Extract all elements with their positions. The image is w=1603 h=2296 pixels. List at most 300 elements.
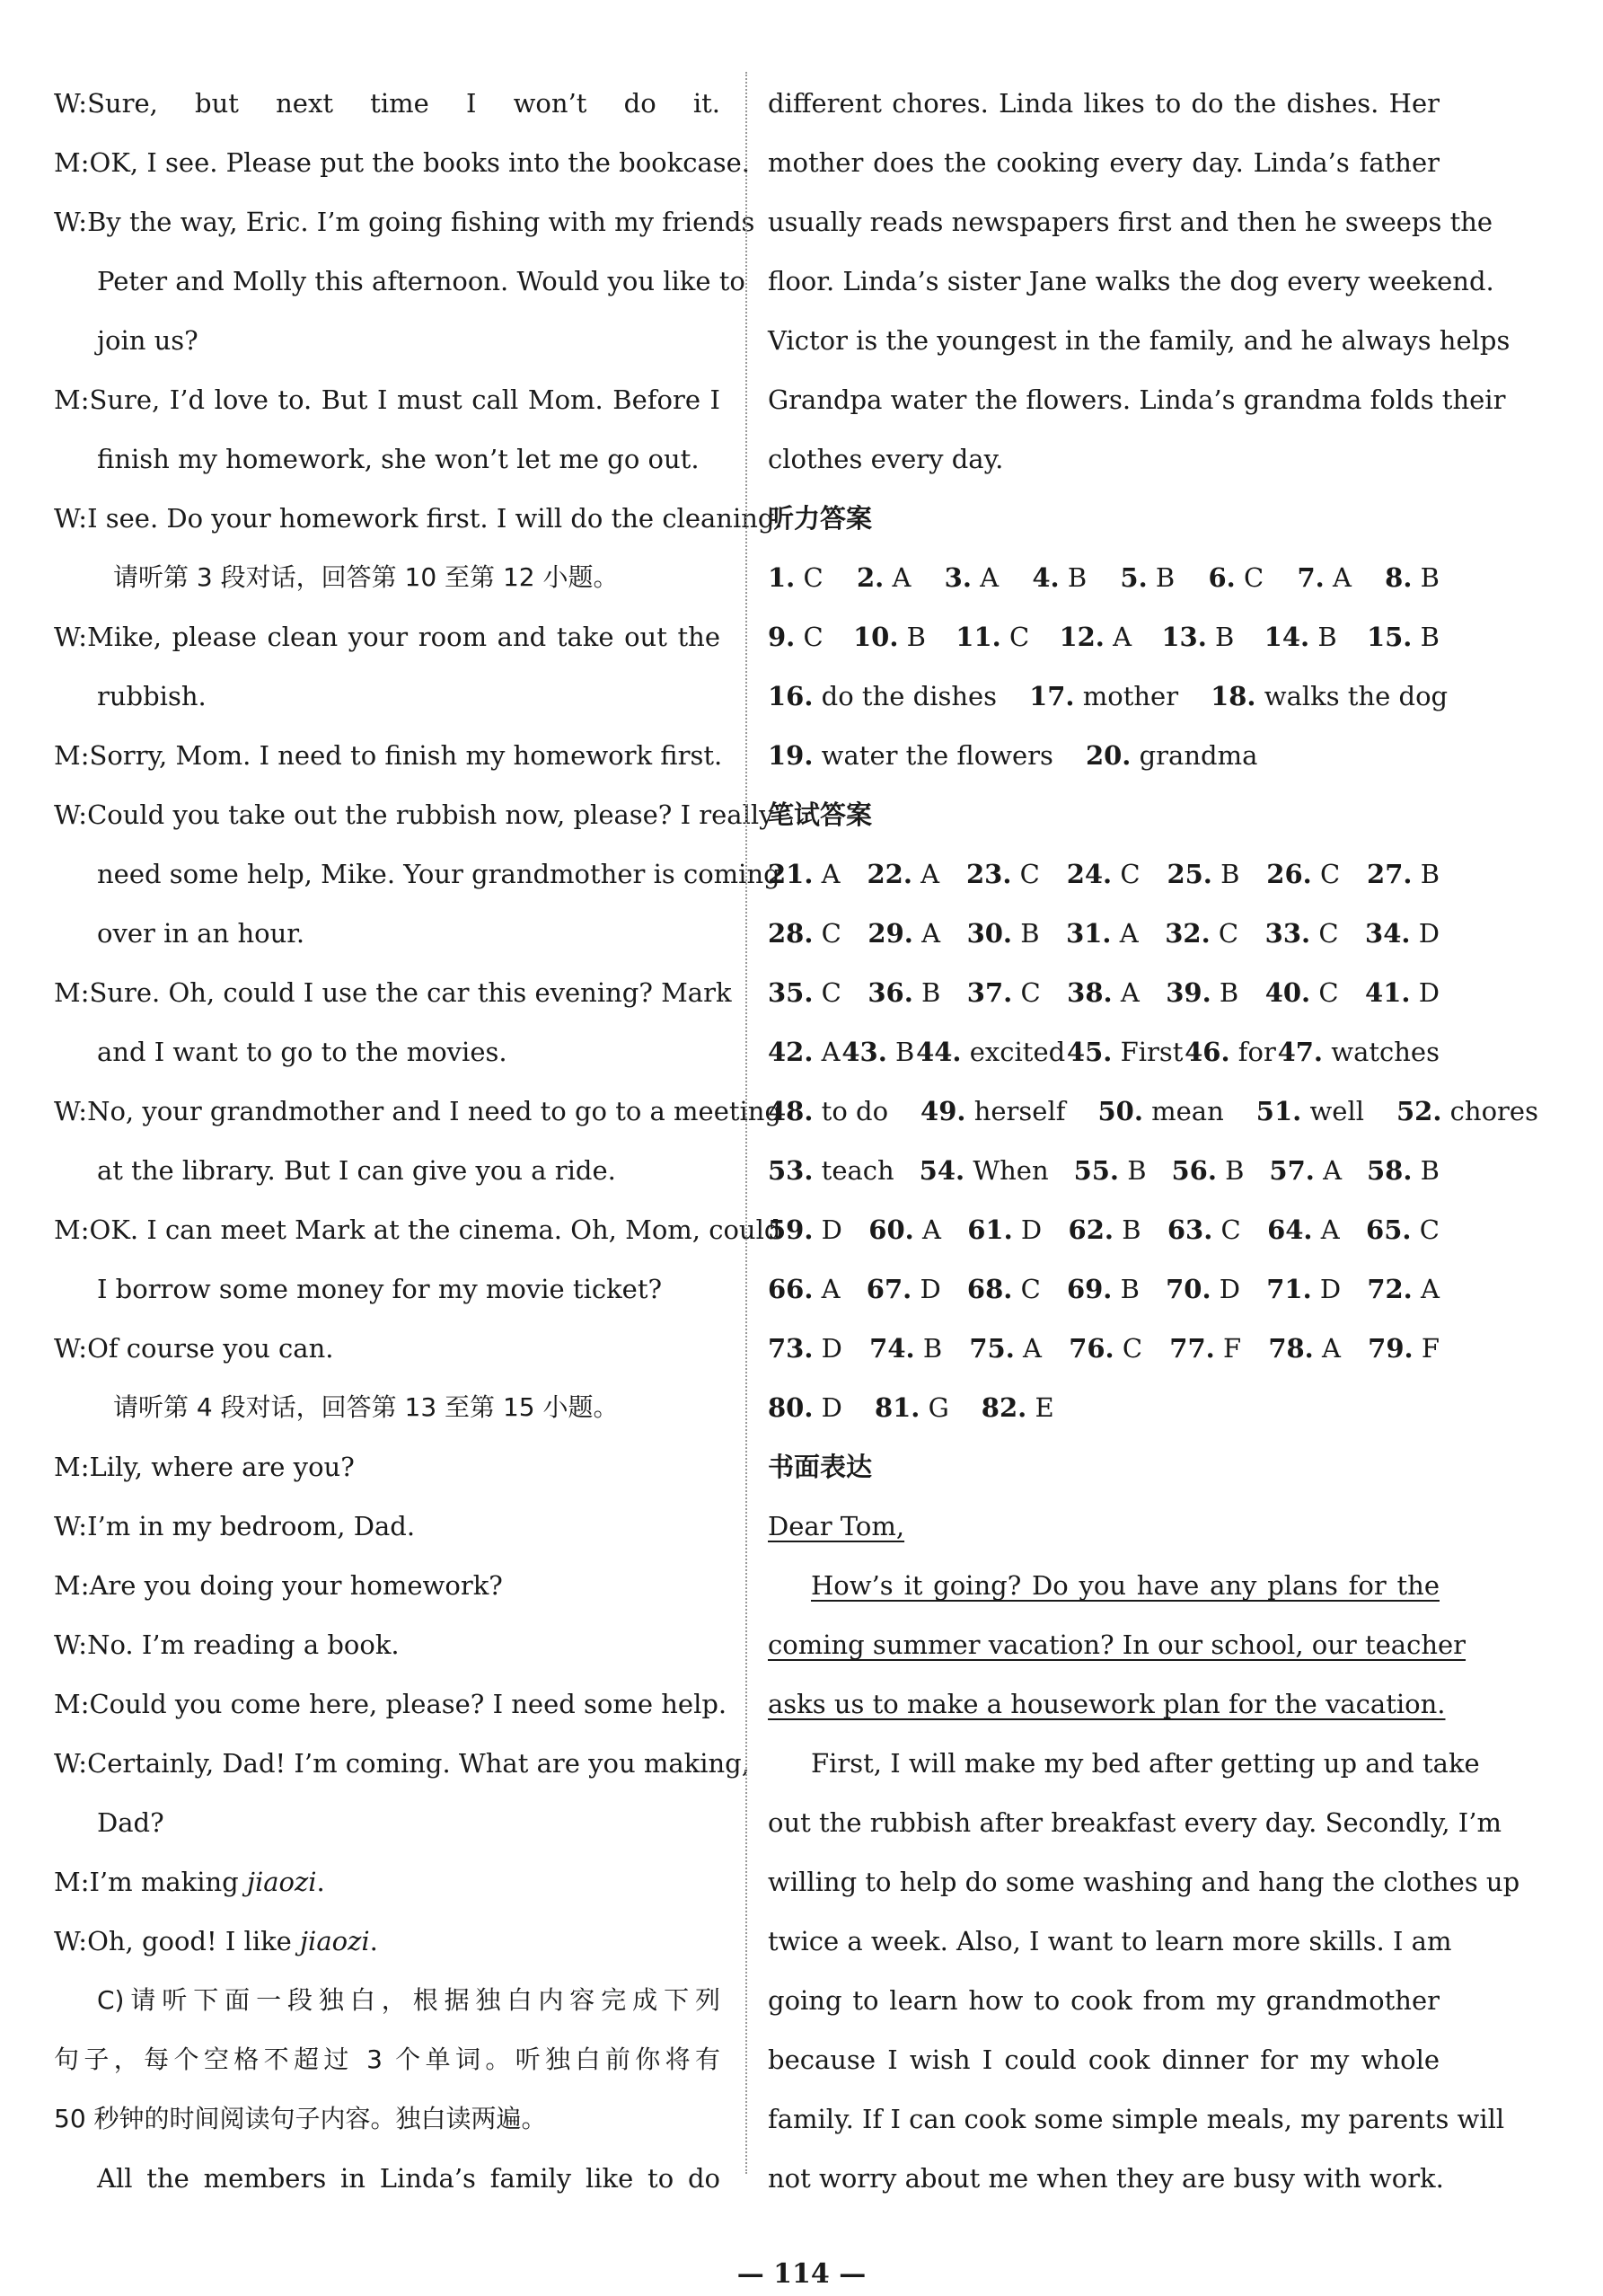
answer-value: B <box>1317 622 1337 652</box>
essay-line: going to learn how to cook from my grandmother <box>768 1985 1440 2016</box>
essay-line: First, I will make my bed after getting up and take <box>811 1748 1480 1779</box>
answer-number: 15. <box>1366 622 1413 652</box>
answer-value: C <box>1120 859 1141 889</box>
answer-number: 41. <box>1365 977 1411 1008</box>
answer-value: C <box>1419 1214 1440 1245</box>
right-column <box>768 74 1538 2208</box>
answer-number: 26. <box>1266 859 1312 889</box>
answer-number: 25. <box>1167 859 1212 889</box>
answer-number: 58. <box>1366 1155 1413 1186</box>
answer-number: 23. <box>965 859 1012 889</box>
answer-item <box>768 1200 842 1259</box>
answer-value: B <box>922 1333 943 1364</box>
answer-number: 5. <box>1120 562 1148 593</box>
answer-value: to do <box>821 1096 889 1126</box>
answer-value: A <box>980 562 1000 593</box>
answer-value: well <box>1309 1096 1364 1126</box>
answer-item <box>1266 844 1340 904</box>
answer-number: 9. <box>768 622 796 652</box>
answer-value: B <box>1220 859 1240 889</box>
answer-number: 12. <box>1059 622 1105 652</box>
section-instruction: 请听第 3 段对话，回答第 10 至第 12 小题。 <box>113 562 619 592</box>
answer-value: B <box>1127 1155 1147 1186</box>
answer-number: 46. <box>1185 1037 1230 1067</box>
answer-number: 54. <box>919 1155 965 1186</box>
answer-value: D <box>920 1274 941 1304</box>
answer-item <box>768 1378 842 1437</box>
answer-item <box>1367 607 1440 667</box>
answer-number: 81. <box>874 1392 920 1423</box>
answer-value: D <box>1020 1214 1043 1245</box>
answer-item <box>982 1378 1054 1437</box>
answer-item <box>1268 1319 1341 1378</box>
answer-value: C <box>821 977 841 1008</box>
answer-item <box>1385 548 1440 607</box>
dialogue-continuation: and I want to go to the movies. <box>97 1037 507 1067</box>
answer-item <box>1185 1022 1276 1082</box>
answer-row <box>768 844 1440 904</box>
answer-value: B <box>1420 622 1440 652</box>
answer-number: 60. <box>868 1214 914 1245</box>
answer-item <box>966 844 1040 904</box>
dialogue-continuation: finish my homework, she won’t let me go out. <box>97 444 700 474</box>
column-divider <box>745 72 747 2174</box>
answer-item <box>1172 1141 1245 1200</box>
dialogue-continuation: I borrow some money for my movie ticket? <box>97 1274 663 1304</box>
answer-value: D <box>1418 977 1440 1008</box>
answer-number: 72. <box>1367 1274 1413 1304</box>
answer-item <box>1367 1259 1440 1319</box>
answer-number: 19. <box>768 740 814 771</box>
answer-row <box>768 726 1440 785</box>
answer-item <box>869 1319 942 1378</box>
answer-value: grandma <box>1139 740 1258 771</box>
answer-value: B <box>1020 918 1040 949</box>
answer-number: 8. <box>1385 562 1413 593</box>
left-column <box>54 74 783 2208</box>
answer-value: A <box>821 1037 841 1067</box>
answer-item <box>1120 548 1175 607</box>
answer-item <box>1265 904 1339 963</box>
answer-number: 24. <box>1066 859 1113 889</box>
monologue-line: Grandpa water the flowers. Linda’s grandma folds their <box>768 384 1506 415</box>
answer-item <box>1032 548 1087 607</box>
answer-value: B <box>1215 622 1235 652</box>
answer-number: 66. <box>768 1274 814 1304</box>
answer-row <box>768 1319 1440 1378</box>
answer-value: chores <box>1449 1096 1538 1126</box>
answer-value: A <box>921 918 941 949</box>
answer-number: 18. <box>1211 681 1256 711</box>
answer-item <box>768 607 824 667</box>
answer-value: A <box>1023 1333 1042 1364</box>
answer-value: herself <box>973 1096 1066 1126</box>
answer-number: 78. <box>1268 1333 1314 1364</box>
answer-row <box>768 1259 1440 1319</box>
listening-answers <box>768 548 1449 785</box>
essay-line: out the rubbish after breakfast every day. Secondly, I’m <box>768 1807 1502 1838</box>
answer-item <box>768 1319 842 1378</box>
answer-value: C <box>1122 1333 1143 1364</box>
answer-value: A <box>1321 1333 1341 1364</box>
answer-number: 65. <box>1366 1214 1412 1245</box>
answer-value: C <box>1020 1274 1041 1304</box>
answer-item <box>768 1022 841 1082</box>
answer-number: 68. <box>966 1274 1013 1304</box>
answer-number: 45. <box>1066 1037 1113 1067</box>
answer-number: 63. <box>1167 1214 1213 1245</box>
dialogue-line: M:Sure, I’d love to. But I must call Mom. Before I <box>54 384 720 415</box>
answer-item <box>916 1022 1065 1082</box>
answer-number: 7. <box>1297 562 1325 593</box>
answer-number: 47. <box>1277 1037 1324 1067</box>
letter-salutation: Dear Tom, <box>768 1511 905 1541</box>
answer-value: do the dishes <box>821 681 998 711</box>
answer-number: 70. <box>1166 1274 1211 1304</box>
answer-value: D <box>1418 918 1440 949</box>
answer-value: D <box>821 1333 842 1364</box>
answer-value: A <box>921 1214 941 1245</box>
answer-number: 53. <box>768 1155 814 1186</box>
answer-number: 76. <box>1069 1333 1114 1364</box>
answer-item <box>1069 1319 1142 1378</box>
section-instruction: C)请听下面一段独白，根据独白内容完成下列 <box>97 1985 720 2015</box>
answer-value: A <box>1320 1214 1340 1245</box>
answer-item <box>1074 1141 1147 1200</box>
answer-item <box>1165 904 1238 963</box>
monologue-line: clothes every day. <box>768 444 1004 474</box>
answer-value: A <box>1323 1155 1343 1186</box>
answer-number: 17. <box>1029 681 1075 711</box>
answer-number: 44. <box>916 1037 962 1067</box>
monologue-line: mother does the cooking every day. Linda’s father <box>768 147 1440 178</box>
answer-value: C <box>1019 859 1040 889</box>
answer-number: 1. <box>768 562 796 593</box>
essay-line: because I wish I could cook dinner for my whole <box>768 2044 1440 2075</box>
answer-item <box>1067 1259 1140 1319</box>
dialogue-continuation: Dad? <box>97 1807 164 1838</box>
answer-item <box>967 904 1040 963</box>
dialogue-continuation: need some help, Mike. Your grandmother is coming <box>97 859 780 889</box>
answer-item <box>768 963 841 1022</box>
answer-number: 3. <box>944 562 972 593</box>
answer-number: 79. <box>1368 1333 1414 1364</box>
answer-item <box>867 844 939 904</box>
answer-number: 80. <box>768 1392 814 1423</box>
answer-number: 49. <box>920 1096 966 1126</box>
answer-number: 29. <box>868 918 913 949</box>
dialogue-line: W:Sure, but next time I won’t do it. <box>54 88 720 119</box>
answer-number: 62. <box>1068 1214 1114 1245</box>
answer-item <box>768 1141 894 1200</box>
answer-item <box>1368 1319 1440 1378</box>
answer-row <box>768 1022 1440 1082</box>
answer-row <box>768 904 1440 963</box>
answer-number: 37. <box>966 977 1013 1008</box>
answer-number: 39. <box>1166 977 1211 1008</box>
dialogue-line: W:Certainly, Dad! I’m coming. What are you making, <box>54 1748 750 1779</box>
answer-value: watches <box>1331 1037 1440 1067</box>
dialogue-line: W:Oh, good! I like jiaozi. <box>54 1926 378 1956</box>
answer-item <box>868 963 940 1022</box>
essay-line: How’s it going? Do you have any plans for the <box>811 1570 1440 1601</box>
answer-value: walks the dog <box>1264 681 1449 711</box>
answer-item <box>1367 1141 1440 1200</box>
answer-item <box>867 1259 941 1319</box>
answer-item <box>857 548 911 607</box>
answer-item <box>1365 904 1440 963</box>
monologue-line: floor. Linda’s sister Jane walks the dog every weekend. <box>768 266 1494 296</box>
answer-number: 32. <box>1165 918 1211 949</box>
monologue-line: different chores. Linda likes to do the dishes. Her <box>768 88 1440 119</box>
dialogue-line: M:Lily, where are you? <box>54 1452 355 1482</box>
answer-number: 50. <box>1097 1096 1143 1126</box>
written-answers <box>768 844 1538 1437</box>
answer-item <box>1269 1141 1342 1200</box>
answer-number: 21. <box>768 859 814 889</box>
answer-number: 30. <box>966 918 1013 949</box>
written-answers-heading: 笔试答案 <box>768 799 873 830</box>
answer-number: 51. <box>1255 1096 1302 1126</box>
answer-item <box>1297 548 1351 607</box>
answer-number: 10. <box>853 622 899 652</box>
answer-number: 11. <box>956 622 1001 652</box>
answer-number: 75. <box>969 1333 1015 1364</box>
answer-item <box>768 667 997 726</box>
writing-heading: 书面表达 <box>768 1452 873 1482</box>
answer-value: A <box>821 1274 841 1304</box>
answer-number: 38. <box>1067 977 1113 1008</box>
answer-item <box>768 1082 888 1141</box>
answer-number: 33. <box>1264 918 1311 949</box>
answer-value: F <box>1421 1333 1440 1364</box>
answer-item <box>1367 844 1440 904</box>
answer-number: 6. <box>1208 562 1236 593</box>
answer-value: G <box>928 1392 949 1423</box>
answer-number: 42. <box>768 1037 814 1067</box>
answer-item <box>1365 963 1440 1022</box>
answer-item <box>1211 667 1448 726</box>
answer-item <box>1265 963 1339 1022</box>
answer-value: water the flowers <box>821 740 1053 771</box>
answer-item <box>967 1259 1041 1319</box>
answer-item <box>768 548 824 607</box>
answer-value: mean <box>1151 1096 1224 1126</box>
answer-number: 14. <box>1264 622 1310 652</box>
dialogue-line: W:Of course you can. <box>54 1333 334 1364</box>
answer-item <box>1267 1200 1340 1259</box>
answer-number: 56. <box>1171 1155 1217 1186</box>
answer-number: 2. <box>856 562 885 593</box>
essay-line: willing to help do some washing and hang the clothes up <box>768 1867 1520 1897</box>
page-number: — 114 — <box>736 2258 867 2290</box>
answer-item <box>945 548 999 607</box>
answer-item <box>1208 548 1264 607</box>
answer-number: 40. <box>1264 977 1311 1008</box>
answer-value: C <box>1218 918 1239 949</box>
answer-item <box>1167 1200 1241 1259</box>
answer-number: 64. <box>1267 1214 1313 1245</box>
answer-number: 74. <box>869 1333 915 1364</box>
section-instruction: 句子，每个空格不超过 3 个单词。听独白前你将有 <box>54 2044 720 2074</box>
dialogue-line: M:OK. I can meet Mark at the cinema. Oh, Mom, could <box>54 1214 781 1245</box>
answer-item <box>1069 1200 1141 1259</box>
dialogue-continuation: at the library. But I can give you a ride. <box>97 1155 616 1186</box>
answer-value: B <box>1420 1155 1440 1186</box>
answer-value: excited <box>969 1037 1066 1067</box>
answer-number: 57. <box>1269 1155 1315 1186</box>
answer-value: A <box>892 562 912 593</box>
answer-value: When <box>973 1155 1049 1186</box>
answer-item <box>768 904 841 963</box>
answer-number: 22. <box>867 859 912 889</box>
answer-item <box>768 1259 841 1319</box>
answer-number: 59. <box>768 1214 814 1245</box>
monologue-line: usually reads newspapers first and then he sweeps the <box>768 207 1493 237</box>
answer-item <box>768 726 1053 785</box>
answer-value: F <box>1222 1333 1242 1364</box>
answer-value: C <box>803 622 824 652</box>
answer-item <box>1166 1259 1240 1319</box>
essay-line: family. If I can cook some simple meals, my parents will <box>768 2104 1505 2134</box>
answer-row <box>768 1141 1440 1200</box>
answer-row <box>768 667 1449 726</box>
essay-line: twice a week. Also, I want to learn more skills. I am <box>768 1926 1452 1956</box>
answer-row <box>768 548 1440 607</box>
answer-item <box>969 1319 1042 1378</box>
answer-item <box>868 904 940 963</box>
answer-item <box>920 1082 1065 1141</box>
essay-line: coming summer vacation? In our school, our teacher <box>768 1629 1466 1660</box>
answer-value: A <box>821 859 841 889</box>
dialogue-line: W:Mike, please clean your room and take out the <box>54 622 720 652</box>
answer-number: 34. <box>1365 918 1411 949</box>
answer-number: 16. <box>768 681 814 711</box>
answer-number: 67. <box>866 1274 912 1304</box>
dialogue-line: W:No, your grandmother and I need to go to a meeting <box>54 1096 782 1126</box>
dialogue-line: M:Could you come here, please? I need some help. <box>54 1689 727 1719</box>
section-instruction: 请听第 4 段对话，回答第 13 至第 15 小题。 <box>113 1392 619 1422</box>
answer-value: D <box>1319 1274 1342 1304</box>
answer-item <box>967 1200 1042 1259</box>
answer-value: B <box>1067 562 1088 593</box>
answer-number: 43. <box>841 1037 887 1067</box>
dialogue-line: M:Are you doing your homework? <box>54 1570 503 1601</box>
dialogue-continuation: join us? <box>97 325 198 356</box>
answer-item <box>1067 844 1141 904</box>
answer-number: 4. <box>1032 562 1060 593</box>
answer-value: C <box>1020 977 1041 1008</box>
answer-row <box>768 1082 1538 1141</box>
answer-value: B <box>1225 1155 1245 1186</box>
monologue-line: All the members in Linda’s family like to do <box>97 2163 720 2194</box>
answer-value: mother <box>1082 681 1179 711</box>
answer-value: B <box>1122 1214 1141 1245</box>
dialogue-continuation: rubbish. <box>97 681 207 711</box>
answer-number: 69. <box>1066 1274 1113 1304</box>
answer-item <box>1029 667 1178 726</box>
essay-line: asks us to make a housework plan for the vacation. <box>768 1689 1446 1719</box>
dialogue-continuation: over in an hour. <box>97 918 305 949</box>
answer-number: 20. <box>1085 740 1132 771</box>
answer-value: First <box>1120 1037 1184 1067</box>
answer-item <box>1266 1259 1341 1319</box>
answer-item <box>841 1022 914 1082</box>
answer-item <box>1169 1319 1241 1378</box>
answer-value: A <box>1332 562 1352 593</box>
answer-number: 73. <box>768 1333 814 1364</box>
answer-value: B <box>921 977 941 1008</box>
answer-item <box>853 607 926 667</box>
answer-item <box>1166 963 1238 1022</box>
answer-number: 48. <box>768 1096 814 1126</box>
answer-number: 77. <box>1169 1333 1215 1364</box>
listening-answers-heading: 听力答案 <box>768 503 873 534</box>
answer-number: 52. <box>1396 1096 1442 1126</box>
answer-item <box>1086 726 1257 785</box>
monologue-line: Victor is the youngest in the family, and he always helps <box>768 325 1511 356</box>
answer-value: B <box>1420 562 1440 593</box>
answer-value: teach <box>821 1155 894 1186</box>
answer-item <box>1066 904 1139 963</box>
answer-value: A <box>1421 1274 1440 1304</box>
answer-value: A <box>1113 622 1132 652</box>
section-instruction: 50 秒钟的时间阅读句子内容。独白读两遍。 <box>54 2104 547 2133</box>
dialogue-line: W:I see. Do your homework first. I will do the cleaning. <box>54 503 783 534</box>
answer-item <box>1256 1082 1364 1141</box>
dialogue-line: W:I’m in my bedroom, Dad. <box>54 1511 416 1541</box>
answer-value: B <box>1120 1274 1140 1304</box>
answer-value: B <box>1155 562 1176 593</box>
answer-item <box>1167 844 1239 904</box>
answer-item <box>768 844 841 904</box>
answer-item <box>1067 963 1140 1022</box>
answer-number: 28. <box>768 918 814 949</box>
answer-value: C <box>1220 1214 1241 1245</box>
answer-row <box>768 1200 1440 1259</box>
answer-value: C <box>1318 918 1339 949</box>
answer-value: C <box>1318 977 1339 1008</box>
answer-row <box>768 1378 1440 1437</box>
answer-item <box>1097 1082 1223 1141</box>
answer-value: C <box>803 562 824 593</box>
answer-number: 31. <box>1066 918 1112 949</box>
answer-row <box>768 607 1440 667</box>
answer-item <box>1396 1082 1538 1141</box>
answer-number: 71. <box>1266 1274 1312 1304</box>
answer-value: B <box>1219 977 1239 1008</box>
answer-item <box>1278 1022 1440 1082</box>
answer-item <box>1161 607 1234 667</box>
answer-item <box>1067 1022 1183 1082</box>
answer-row <box>768 963 1440 1022</box>
dialogue-line: M:OK, I see. Please put the books into the bookcase. <box>54 147 750 178</box>
dialogue-line: W:No. I’m reading a book. <box>54 1629 400 1660</box>
answer-number: 35. <box>768 977 814 1008</box>
answer-number: 36. <box>868 977 913 1008</box>
answer-number: 82. <box>981 1392 1027 1423</box>
answer-item <box>875 1378 949 1437</box>
answer-number: 13. <box>1161 622 1207 652</box>
answer-value: D <box>1219 1274 1241 1304</box>
answer-number: 61. <box>967 1214 1013 1245</box>
answer-value: D <box>821 1392 842 1423</box>
answer-value: B <box>1420 859 1440 889</box>
dialogue-line: M:I’m making jiaozi. <box>54 1867 325 1897</box>
answer-number: 55. <box>1073 1155 1120 1186</box>
answer-number: 27. <box>1367 859 1413 889</box>
answer-value: B <box>906 622 926 652</box>
